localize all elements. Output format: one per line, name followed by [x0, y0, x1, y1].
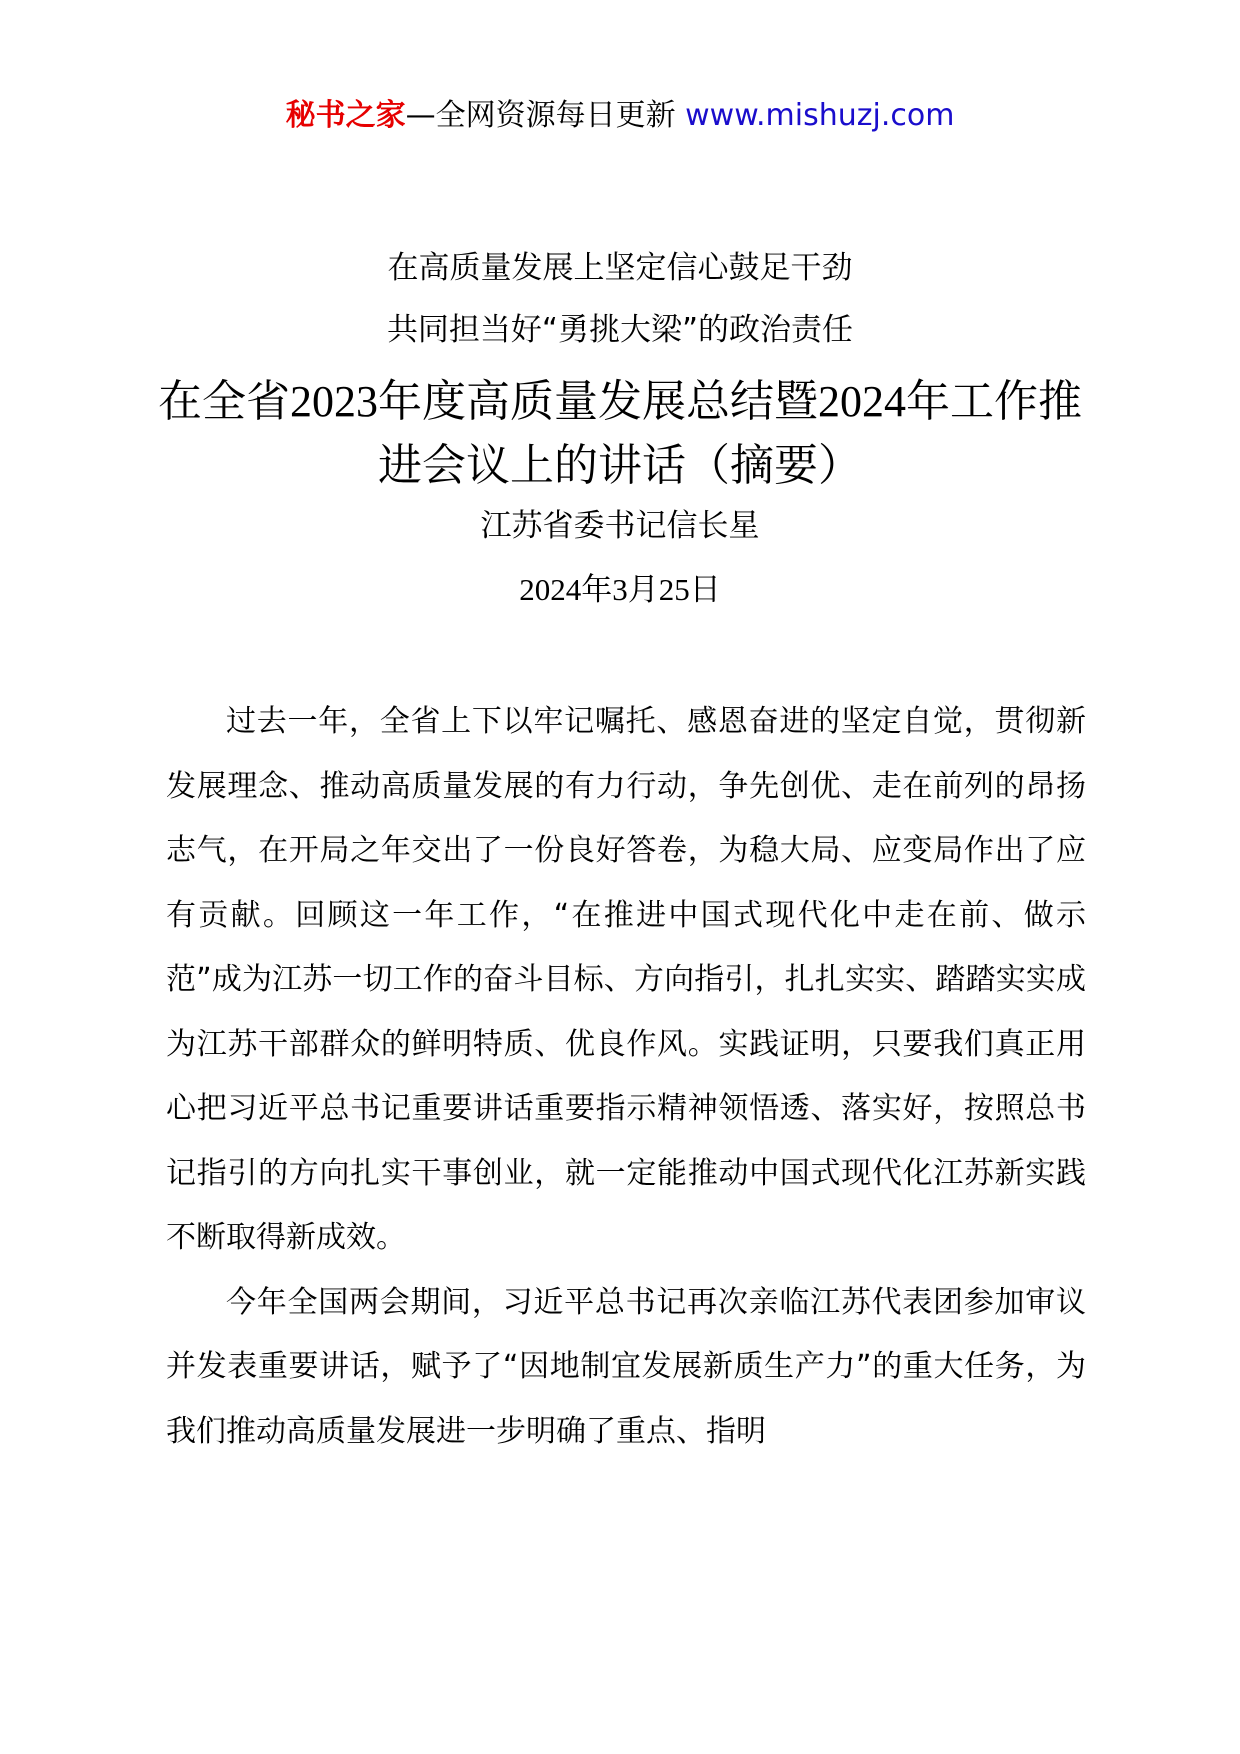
- speech-date: [0, 570, 1240, 610]
- date-day-unit: 日: [689, 572, 721, 608]
- brand-name: 秘书之家: [285, 98, 406, 133]
- title-part-1: 在全省: [158, 376, 290, 427]
- author-line: 江苏省委书记信长星: [480, 508, 760, 544]
- site-url-link[interactable]: www.mishuzj.com: [685, 98, 955, 133]
- date-day: 25: [658, 572, 690, 607]
- body-text: [166, 690, 1086, 1464]
- date-month-unit: 月: [627, 572, 659, 608]
- title-year-2: 2024: [818, 377, 906, 426]
- title-part-2: 年度高质量发展总结暨: [378, 376, 818, 427]
- title-year-1: 2023: [290, 377, 378, 426]
- title-part-3: 年工作推进会议上的讲话（摘要）: [378, 376, 1082, 491]
- date-month: 3: [612, 572, 628, 607]
- paragraph: 今年全国两会期间，习近平总书记再次亲临江苏代表团参加审议并发表重要讲话，赋予了“因地制宜发展新质生产力”的重大任务，为我们推动高质量发展进一步明确了重点、指明: [166, 1284, 1086, 1449]
- page-title: [150, 370, 1090, 498]
- site-header: [0, 96, 1240, 136]
- subtitle-line-2: 共同担当好“勇挑大梁”的政治责任: [386, 312, 854, 348]
- date-year: 2024: [519, 572, 582, 607]
- date-year-unit: 年: [581, 572, 613, 608]
- header-tagline: —全网资源每日更新: [405, 98, 676, 133]
- subtitle-line-1: 在高质量发展上坚定信心鼓足干劲: [387, 250, 853, 286]
- paragraph: 过去一年，全省上下以牢记嘱托、感恩奋进的坚定自觉，贯彻新发展理念、推动高质量发展的有力行动，争先创优、走在前列的昂扬志气，在开局之年交出了一份良好答卷，为稳大局、应变局作出了应有贡献。回顾这一年工作，“在推进中国式现代化中走在前、做示范”成为江苏一切工作的奋斗目标、方向指引，扎扎实实、踏踏实实成为江苏干部群众的鲜明特质、优良作风。实践证明，只要我们真正用心把习近平总书记重要讲话重要指示精神领悟透、落实好，按照总书记指引的方向扎实干事创业，就一定能推动中国式现代化江苏新实践不断取得新成效。: [166, 704, 1086, 1255]
